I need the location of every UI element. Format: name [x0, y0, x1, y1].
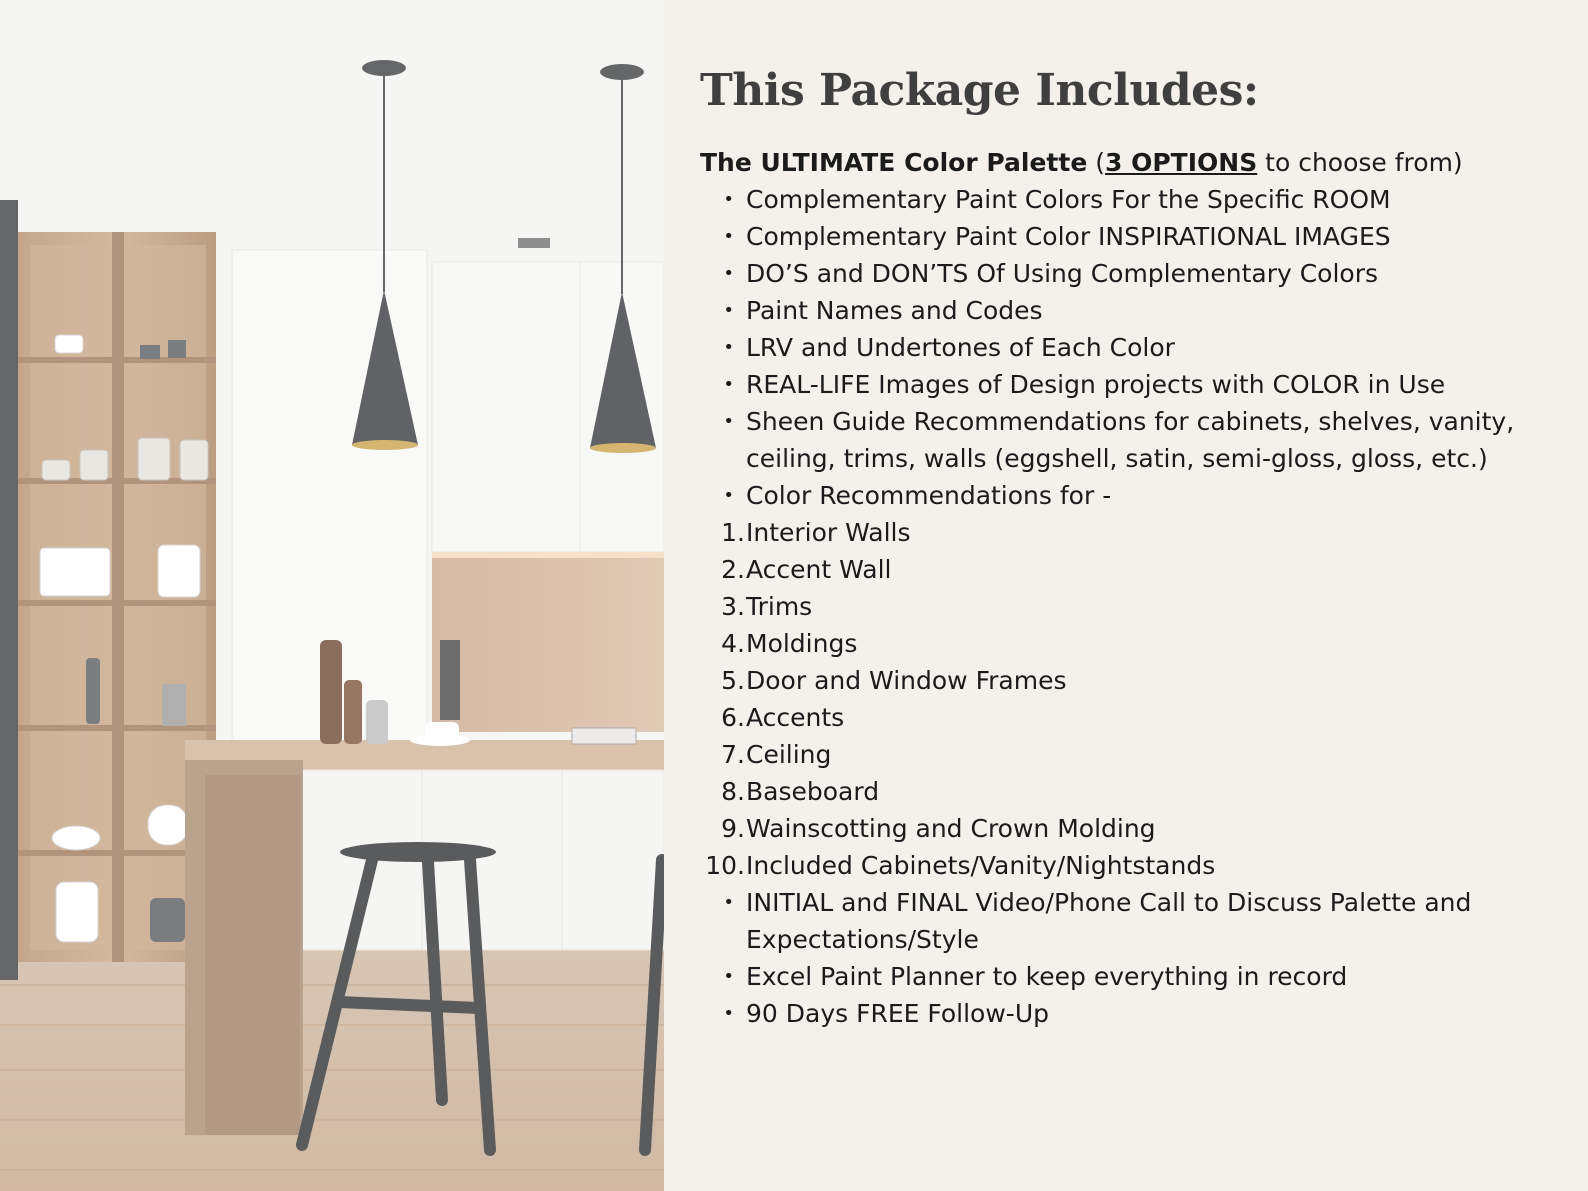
list-item	[700, 329, 1560, 366]
list-item	[700, 884, 1560, 958]
number-marker: 4.	[721, 629, 745, 658]
package-list	[700, 181, 1560, 1032]
list-item	[700, 551, 1560, 588]
list-item-text: Paint Names and Codes	[746, 296, 1043, 325]
list-item-text: Accents	[746, 703, 845, 732]
list-item-text: Complementary Paint Colors For the Specific ROOM	[746, 185, 1391, 214]
lead-rest: to choose from)	[1257, 148, 1463, 177]
list-item-text: Moldings	[746, 629, 858, 658]
list-item-text: DO’S and DON’TS Of Using Complementary Colors	[746, 259, 1379, 288]
number-marker: 7.	[721, 740, 745, 769]
list-item	[700, 847, 1560, 884]
lead-line	[700, 144, 1560, 181]
bullet-marker: •	[723, 226, 734, 247]
list-item	[700, 810, 1560, 847]
list-item	[700, 736, 1560, 773]
list-item	[700, 995, 1560, 1032]
list-item	[700, 403, 1560, 477]
list-item-text: INITIAL and FINAL Video/Phone Call to Discuss Palette and Expectations/Style	[746, 888, 1472, 954]
list-item-text: Door and Window Frames	[746, 666, 1067, 695]
bullet-marker: •	[723, 892, 734, 913]
bullet-marker: •	[723, 374, 734, 395]
page-title: This Package Includes:	[700, 65, 1259, 116]
list-item-text: Interior Walls	[746, 518, 911, 547]
list-item	[700, 218, 1560, 255]
number-marker: 2.	[721, 555, 745, 584]
bullet-marker: •	[723, 966, 734, 987]
list-item-text: 90 Days FREE Follow-Up	[746, 999, 1049, 1028]
list-item-text: Included Cabinets/Vanity/Nightstands	[746, 851, 1216, 880]
list-item	[700, 699, 1560, 736]
list-item	[700, 366, 1560, 403]
number-marker: 8.	[721, 777, 745, 806]
list-item	[700, 292, 1560, 329]
bullet-marker: •	[723, 485, 734, 506]
bullet-marker: •	[723, 1003, 734, 1024]
bullet-marker: •	[723, 411, 734, 432]
number-marker: 10.	[705, 851, 745, 880]
list-item	[700, 773, 1560, 810]
list-item	[700, 477, 1560, 514]
number-marker: 6.	[721, 703, 745, 732]
package-content	[700, 62, 1560, 1032]
list-item-text: Accent Wall	[746, 555, 892, 584]
number-marker: 9.	[721, 814, 745, 843]
lead-open-paren: (	[1095, 148, 1105, 177]
bullet-marker: •	[723, 189, 734, 210]
bullet-marker: •	[723, 263, 734, 284]
bullet-marker: •	[723, 300, 734, 321]
number-marker: 5.	[721, 666, 745, 695]
list-item-text: Wainscotting and Crown Molding	[746, 814, 1156, 843]
list-item	[700, 662, 1560, 699]
list-item	[700, 514, 1560, 551]
list-item	[700, 588, 1560, 625]
list-item-text: Sheen Guide Recommendations for cabinets, shelves, vanity, ceiling, trims, walls (eggshell, satin, semi-gloss, gloss, etc.)	[746, 407, 1515, 473]
lead-options: 3 OPTIONS	[1105, 148, 1258, 177]
list-item	[700, 255, 1560, 292]
list-item	[700, 625, 1560, 662]
list-item-text: Trims	[746, 592, 813, 621]
lead-bold: The ULTIMATE Color Palette	[700, 148, 1088, 177]
kitchen-photo	[0, 0, 664, 1191]
list-item-text: Complementary Paint Color INSPIRATIONAL IMAGES	[746, 222, 1391, 251]
list-item-text: LRV and Undertones of Each Color	[746, 333, 1175, 362]
number-marker: 3.	[721, 592, 745, 621]
list-item-text: Baseboard	[746, 777, 880, 806]
list-item-text: Color Recommendations for -	[746, 481, 1112, 510]
bullet-marker: •	[723, 337, 734, 358]
list-item	[700, 958, 1560, 995]
number-marker: 1.	[721, 518, 745, 547]
list-item-text: Ceiling	[746, 740, 832, 769]
list-item-text: Excel Paint Planner to keep everything in record	[746, 962, 1348, 991]
list-item-text: REAL-LIFE Images of Design projects with COLOR in Use	[746, 370, 1446, 399]
list-item	[700, 181, 1560, 218]
